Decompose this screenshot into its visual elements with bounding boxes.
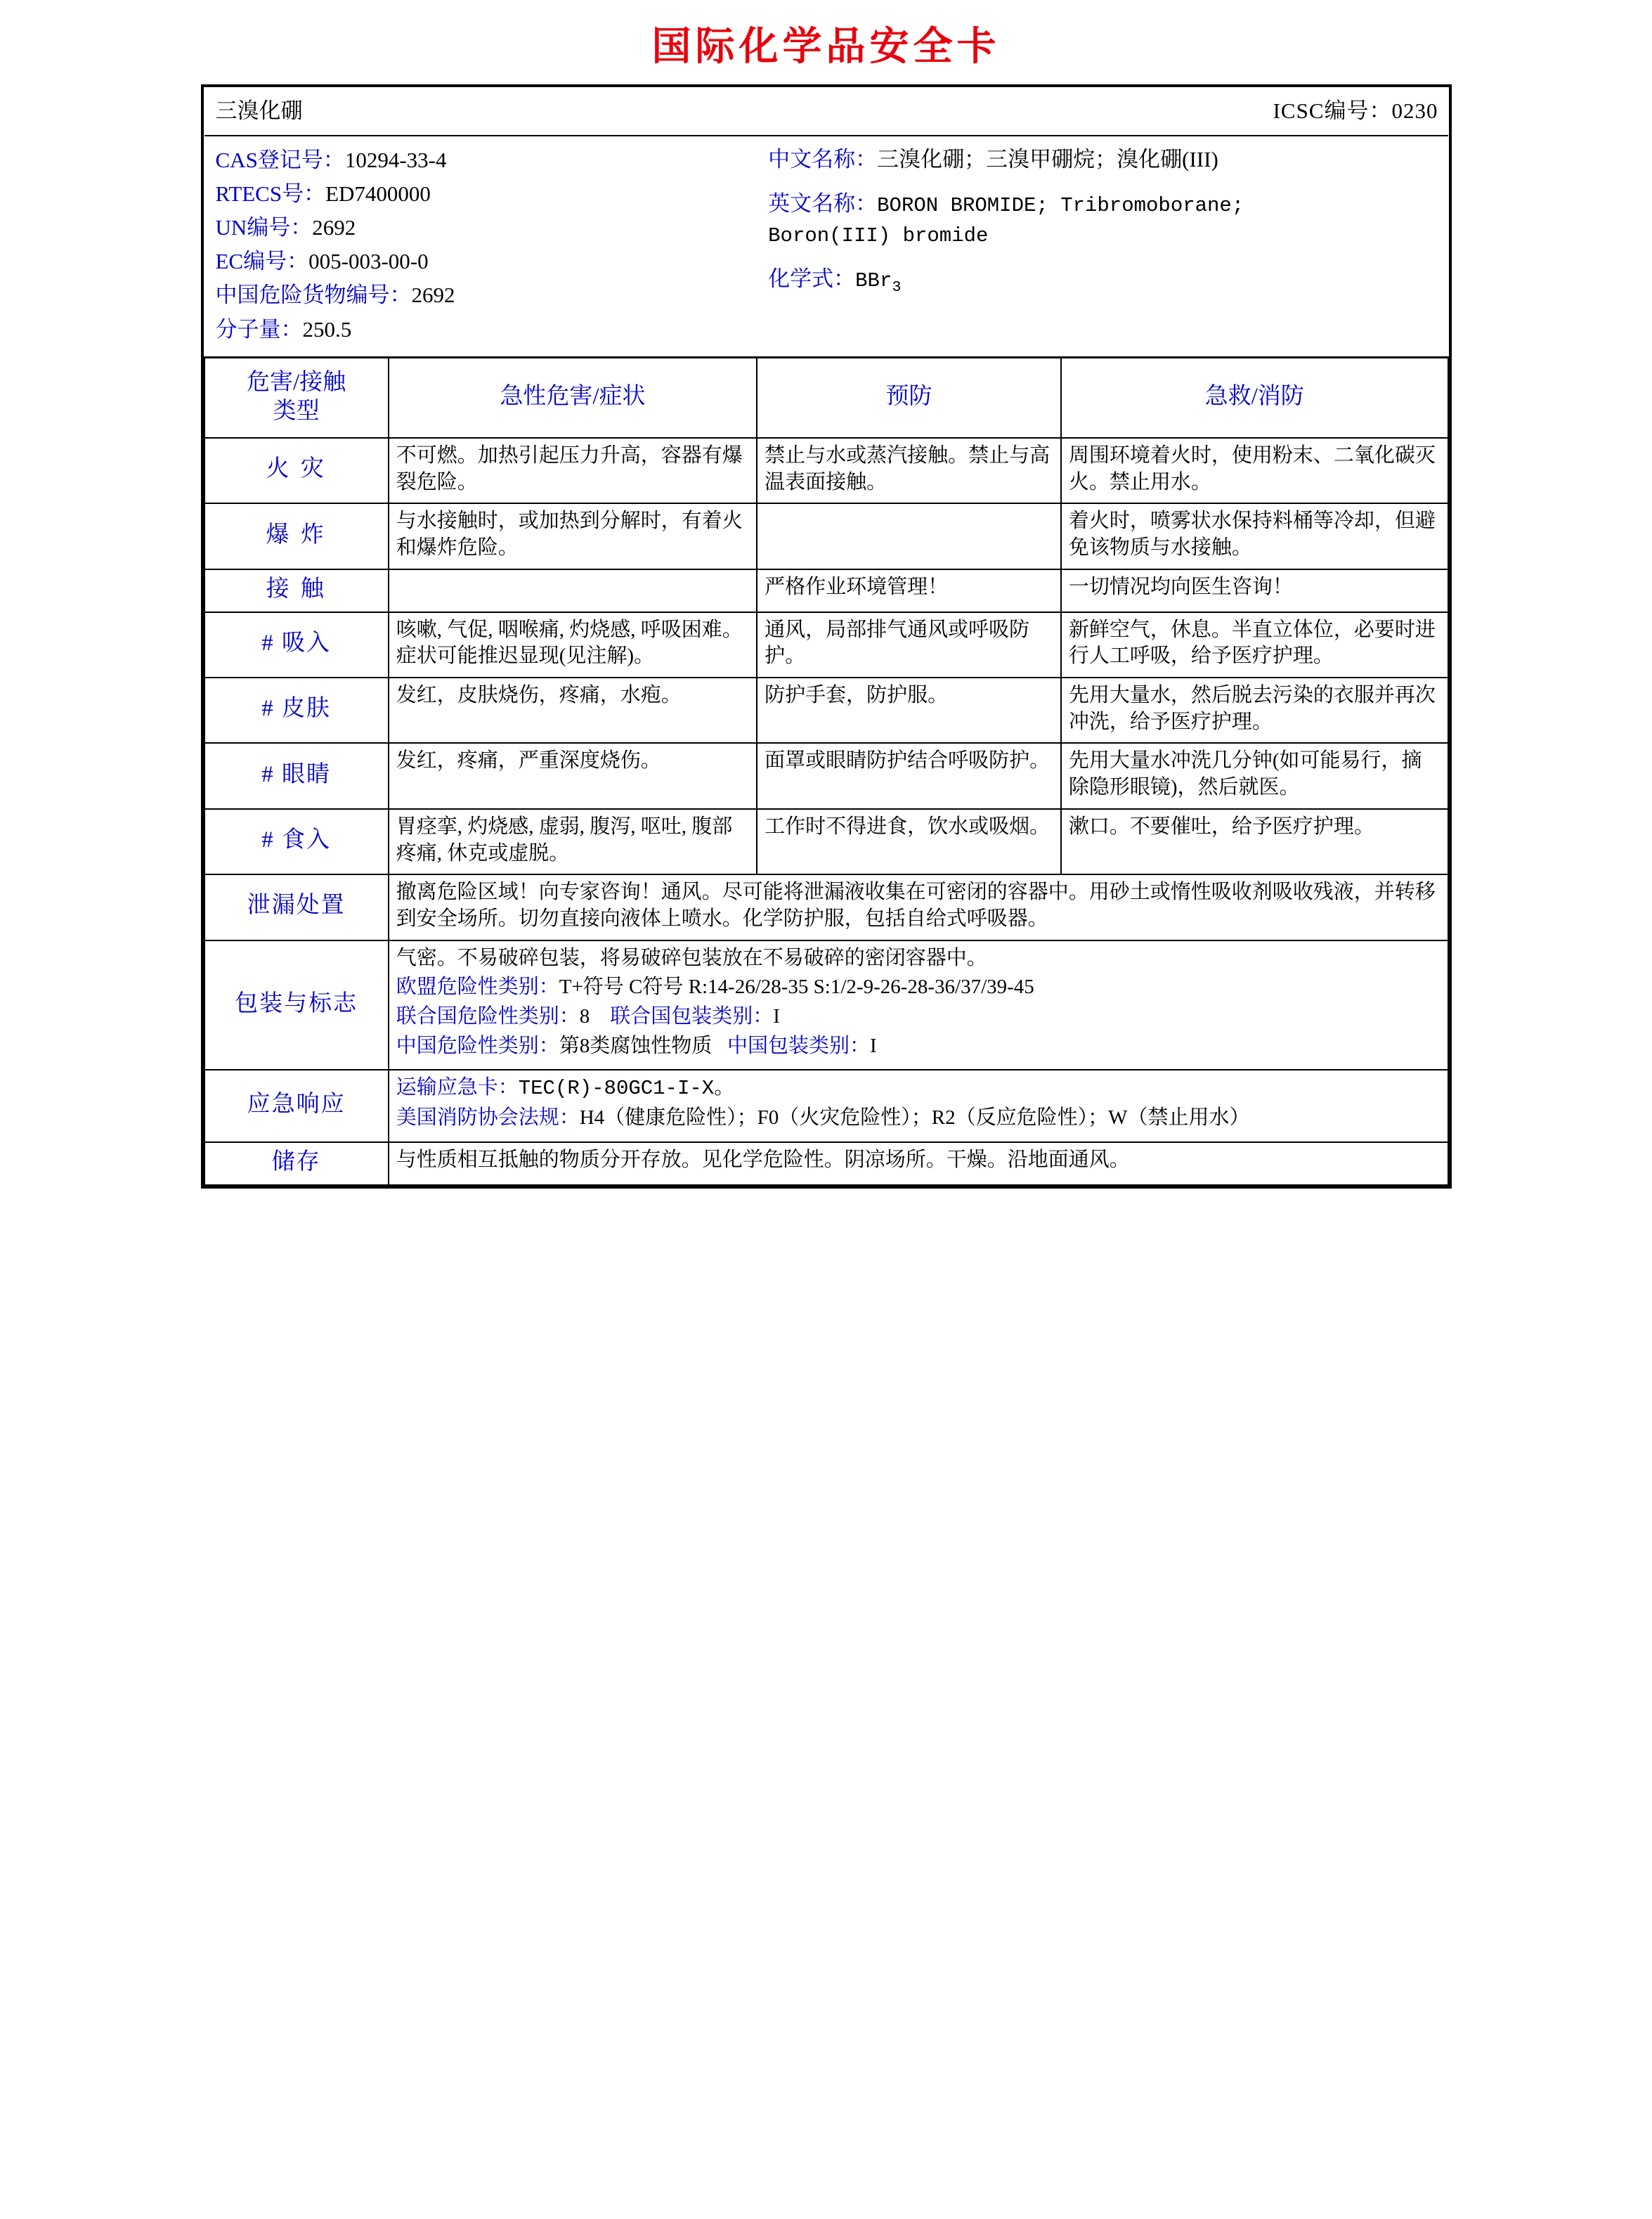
formula-subscript: 3 (892, 278, 902, 296)
packaging-un-class-value: 8 (579, 1004, 590, 1028)
column-header-row (204, 357, 1448, 438)
table-row (204, 743, 1448, 808)
page-title: 国际化学品安全卡 (651, 25, 1001, 69)
row-firstaid-fire: 周围环境着火时，使用粉末、二氧化碳灭火。禁止用水。 (1061, 438, 1448, 503)
column-header-type (204, 357, 389, 438)
storage-text: 与性质相互抵触的物质分开存放。见化学危险性。阴凉场所。干燥。沿地面通风。 (389, 1142, 1448, 1185)
row-firstaid-ingestion: 漱口。不要催吐，给予医疗护理。 (1061, 809, 1448, 874)
row-hazard-fire: 不可燃。加热引起压力升高，容器有爆裂危险。 (389, 438, 757, 503)
identification-right (757, 136, 1448, 357)
row-label-packaging: 包装与标志 (204, 940, 389, 1070)
row-firstaid-eyes: 先用大量水冲洗几分钟(如可能易行，摘除隐形眼镜)，然后就医。 (1061, 743, 1448, 808)
packaging-line-1: 气密。不易破碎包装，将易破碎包装放在不易破碎的密闭容器中。 (396, 946, 987, 969)
cas-line (216, 143, 748, 177)
packaging-un-class-label: 联合国危险性类别： (396, 1004, 580, 1028)
emergency-nfpa-label: 美国消防协会法规： (396, 1106, 580, 1130)
row-prevention-explosion (757, 503, 1061, 569)
icsc-label: ICSC编号： (1273, 98, 1392, 123)
row-label-ingestion: # 食入 (204, 809, 389, 874)
column-header-prevention: 预防 (757, 357, 1061, 438)
icsc-number-cell (757, 87, 1448, 136)
chinese-name-label: 中文名称： (768, 147, 878, 172)
molecular-weight-value: 250.5 (302, 316, 352, 342)
emergency-transport-line (396, 1075, 1440, 1102)
row-prevention-ingestion: 工作时不得进食，饮水或吸烟。 (757, 809, 1061, 874)
spill-text: 撤离危险区域！向专家咨询！通风。尽可能将泄漏液收集在可密闭的容器中。用砂土或惰性吸收剂吸收残液，并转移到安全场所。切勿直接向液体上喷水。化学防护服，包括自给式呼吸器。 (389, 874, 1448, 940)
row-label-exposure: 接 触 (204, 569, 389, 612)
row-firstaid-skin: 先用大量水，然后脱去污染的衣服并再次冲洗，给予医疗护理。 (1061, 678, 1448, 743)
substance-name: 三溴化硼 (204, 87, 757, 136)
cas-value: 10294-33-4 (344, 148, 447, 173)
packaging-cell (389, 940, 1448, 1070)
packaging-un-line (396, 1004, 1440, 1030)
table-row (204, 612, 1448, 678)
formula-label: 化学式： (768, 266, 856, 291)
rtecs-line (216, 177, 748, 211)
identification-left (204, 136, 757, 357)
packaging-cn-class-value: 第8类腐蚀性物质 (559, 1034, 713, 1057)
cn-dangerous-goods-value: 2692 (411, 283, 455, 308)
row-prevention-skin: 防护手套，防护服。 (757, 678, 1061, 743)
packaging-eu-value: T+符号 C符号 R:14-26/28-35 S:1/2-9-26-28-36/37/39-45 (559, 976, 1034, 999)
ec-value: 005-003-00-0 (308, 249, 429, 274)
chinese-name-line (768, 143, 1438, 176)
english-name-label: 英文名称： (768, 190, 878, 216)
column-header-hazards: 急性危害/症状 (389, 357, 757, 438)
molecular-weight-label: 分子量： (215, 316, 303, 342)
row-firstaid-explosion: 着火时，喷雾状水保持料桶等冷却，但避免该物质与水接触。 (1061, 503, 1448, 569)
table-row (204, 569, 1448, 612)
row-label-skin: # 皮肤 (204, 678, 389, 743)
row-prevention-inhalation: 通风，局部排气通风或呼吸防护。 (757, 612, 1061, 678)
ec-label: EC编号： (215, 249, 309, 274)
cas-label: CAS登记号： (215, 148, 345, 173)
row-hazard-eyes: 发红，疼痛，严重深度烧伤。 (389, 743, 757, 808)
un-line (216, 211, 748, 245)
packaging-cn-group-label: 中国包装类别： (727, 1034, 871, 1057)
formula-line (768, 263, 1438, 299)
row-firstaid-inhalation: 新鲜空气，休息。半直立体位，必要时进行人工呼吸，给予医疗护理。 (1061, 612, 1448, 678)
icsc-card (201, 84, 1452, 1189)
icsc-table (204, 87, 1449, 1186)
storage-row (204, 1142, 1448, 1185)
formula-value: BBr (855, 269, 892, 292)
table-row (204, 503, 1448, 569)
chinese-name-value: 三溴化硼；三溴甲硼烷；溴化硼(III) (877, 147, 1218, 172)
row-label-eyes: # 眼睛 (204, 743, 389, 808)
identification-row (204, 136, 1448, 357)
row-hazard-ingestion: 胃痉挛, 灼烧感, 虚弱, 腹泻, 呕吐, 腹部疼痛, 休克或虚脱。 (389, 809, 757, 874)
row-label-inhalation: # 吸入 (204, 612, 389, 678)
row-label-storage: 储存 (204, 1142, 389, 1185)
column-header-type-line1: 危害/接触 (247, 369, 346, 395)
packaging-cn-group-value: I (870, 1034, 877, 1057)
english-name-value-2: Boron(III) bromide (768, 224, 989, 248)
rtecs-label: RTECS号： (215, 181, 326, 207)
icsc-number: 0230 (1391, 98, 1438, 123)
packaging-un-group-label: 联合国包装类别： (610, 1004, 774, 1028)
english-name-line (768, 188, 1438, 252)
table-row (204, 438, 1448, 503)
row-hazard-inhalation: 咳嗽, 气促, 咽喉痛, 灼烧感, 呼吸困难。症状可能推迟显现(见注解)。 (389, 612, 757, 678)
cn-dangerous-goods-line (216, 278, 748, 312)
emergency-transport-label: 运输应急卡： (396, 1076, 519, 1099)
packaging-un-group-value: I (773, 1004, 780, 1028)
row-hazard-exposure (389, 569, 757, 612)
table-row (204, 809, 1448, 874)
emergency-row (204, 1070, 1448, 1141)
card-header-row (204, 87, 1448, 136)
packaging-eu-line (396, 974, 1440, 1001)
row-prevention-exposure: 严格作业环境管理！ (757, 569, 1061, 612)
packaging-eu-label: 欧盟危险性类别： (396, 976, 559, 999)
column-header-type-line2: 类型 (273, 398, 320, 424)
row-label-fire: 火 灾 (204, 438, 389, 503)
emergency-nfpa-line (396, 1105, 1440, 1132)
row-label-explosion: 爆 炸 (204, 503, 389, 569)
english-name-value: BORON BROMIDE; Tribromoborane; (877, 193, 1244, 217)
cn-dangerous-goods-label: 中国危险货物编号： (215, 283, 412, 308)
ec-line (216, 245, 748, 278)
row-label-emergency: 应急响应 (204, 1070, 389, 1141)
packaging-cn-line (396, 1033, 1440, 1060)
rtecs-value: ED7400000 (325, 181, 431, 207)
un-value: 2692 (312, 215, 356, 240)
row-prevention-eyes: 面罩或眼睛防护结合呼吸防护。 (757, 743, 1061, 808)
row-label-spill: 泄漏处置 (204, 874, 389, 940)
column-header-firstaid: 急救/消防 (1061, 357, 1448, 438)
packaging-row (204, 940, 1448, 1070)
emergency-transport-value: TEC(R)-80GC1-I-X。 (518, 1077, 735, 1101)
row-hazard-skin: 发红，皮肤烧伤，疼痛，水疱。 (389, 678, 757, 743)
un-label: UN编号： (215, 215, 313, 240)
emergency-cell (389, 1070, 1448, 1141)
row-hazard-explosion: 与水接触时，或加热到分解时，有着火和爆炸危险。 (389, 503, 757, 569)
row-prevention-fire: 禁止与水或蒸汽接触。禁止与高温表面接触。 (757, 438, 1061, 503)
packaging-cn-class-label: 中国危险性类别： (396, 1034, 559, 1057)
table-row (204, 678, 1448, 743)
emergency-nfpa-value: H4（健康危险性）；F0（火灾危险性）；R2（反应危险性）；W（禁止用水） (579, 1106, 1250, 1130)
spill-row (204, 874, 1448, 940)
row-firstaid-exposure: 一切情况均向医生咨询！ (1061, 569, 1448, 612)
molecular-weight-line (216, 313, 748, 347)
